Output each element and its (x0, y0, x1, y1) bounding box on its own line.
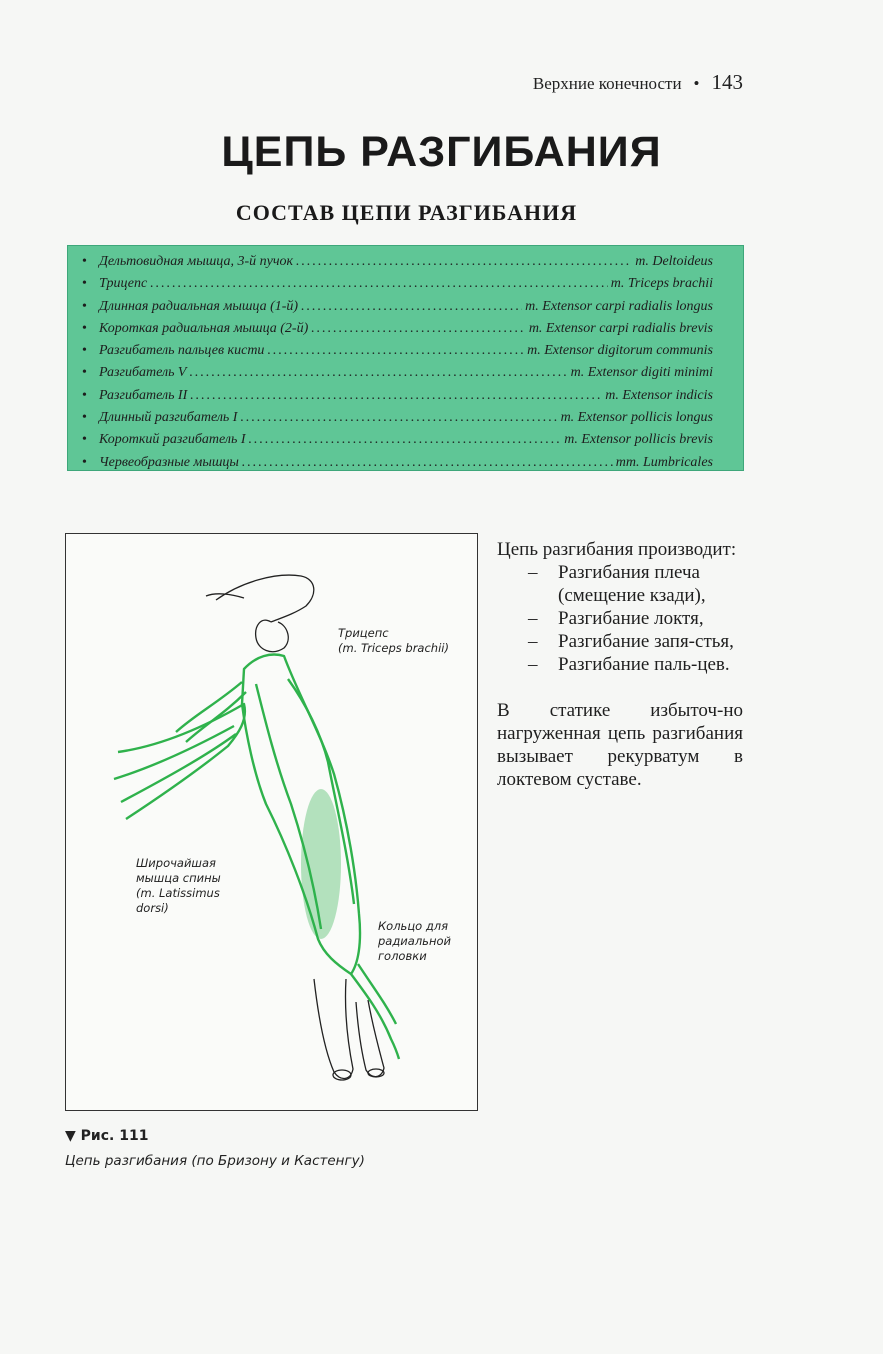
figure-frame (65, 533, 478, 1111)
figure-caption-number (65, 1128, 148, 1144)
muscle-name-latin: m. Extensor pollicis brevis (564, 432, 713, 448)
label-line: Кольцо для (378, 919, 449, 933)
bullet: • (82, 254, 87, 269)
extensor-tendon (351, 964, 399, 1059)
static-paragraph: В статике избыточ-но нагруженная цепь разгибания вызывает рекурватум в локтевом суставе. (497, 700, 743, 790)
dot-leader (249, 429, 562, 451)
muscle-row (82, 407, 713, 429)
label-line: мышца спины (136, 871, 221, 885)
bullet: • (82, 298, 87, 314)
muscle-row (82, 273, 713, 295)
separator-dot: • (693, 74, 700, 93)
bullet: • (82, 410, 87, 426)
dot-leader (150, 273, 608, 295)
label-line: Трицепс (338, 626, 389, 640)
label-line: Широчайшая (136, 856, 216, 870)
muscle-name-ru: Дельтовидная мышца, 3-й пучок (99, 254, 294, 269)
dot-leader (242, 452, 613, 474)
dot-leader (267, 340, 524, 362)
dot-leader (311, 318, 526, 340)
humeral-head-outline (256, 620, 289, 651)
muscle-name-latin: m. Extensor indicis (605, 387, 713, 403)
muscle-row (82, 429, 713, 451)
list-item: – Разгибания плеча (смещение кзади), (525, 561, 743, 607)
muscle-name-latin: m. Extensor digiti minimi (570, 365, 713, 381)
muscle-name-ru: Длинный разгибатель I (99, 410, 238, 426)
scapula-outline (216, 575, 314, 622)
radius-outline (356, 1000, 384, 1077)
bullet: • (82, 365, 87, 381)
label-triceps (338, 626, 449, 656)
muscle-row (82, 452, 713, 474)
muscle-name-ru: Разгибатель пальцев кисти (99, 343, 265, 359)
muscle-name-ru: Разгибатель V (99, 365, 187, 381)
muscle-name-ru: Длинная радиальная мышца (1-й) (99, 298, 299, 314)
figure-caption-text: Цепь разгибания (по Бризону и Кастенгу) (65, 1153, 365, 1169)
muscle-name-latin: m. Deltoideus (635, 254, 713, 269)
label-ring (378, 919, 451, 964)
label-latissimus (136, 856, 221, 916)
list-item: – Разгибание запя-стья, (525, 630, 743, 653)
label-line: радиальной (378, 934, 451, 948)
muscle-name-ru: Трицепс (99, 276, 148, 292)
dot-leader (301, 296, 522, 318)
label-line: (m. Triceps brachii) (338, 641, 449, 655)
caption-number: Рис. 111 (80, 1128, 149, 1144)
dot-leader (296, 251, 632, 273)
bullet: • (82, 276, 87, 292)
muscle-row (82, 296, 713, 318)
muscle-row (82, 362, 713, 384)
acromion-outline (206, 594, 244, 598)
section-subtitle: СОСТАВ ЦЕПИ РАЗГИБАНИЯ (235, 200, 578, 225)
dot-leader (190, 385, 602, 407)
muscle-name-latin: m. Triceps brachii (610, 276, 713, 292)
bullet: • (82, 320, 87, 336)
muscle-name-latin: m. Extensor digitorum communis (527, 343, 713, 359)
caption-triangle-icon: ▼ (65, 1128, 76, 1144)
latissimus-muscle (114, 704, 245, 819)
intro-paragraph: Цепь разгибания производит: (497, 539, 737, 560)
dot-leader (190, 362, 568, 384)
list-item: – Разгибание паль-цев. (525, 653, 743, 676)
arm-muscle-illustration (66, 534, 476, 1109)
list-item: – Разгибание локтя, (525, 607, 743, 630)
muscle-row (82, 318, 713, 340)
muscle-name-ru: Разгибатель II (99, 387, 188, 403)
bullet: • (82, 343, 87, 359)
section-title: Верхние конечности (532, 74, 682, 93)
muscle-name-latin: m. Extensor carpi radialis longus (525, 298, 713, 314)
label-line: dorsi) (136, 901, 169, 915)
bullet: • (82, 387, 87, 403)
muscle-row (82, 340, 713, 362)
label-line: головки (378, 949, 427, 963)
running-head (533, 70, 743, 95)
bullet: • (82, 454, 87, 470)
muscle-name-ru: Короткая радиальная мышца (2-й) (99, 320, 309, 336)
stippled-region (301, 789, 341, 939)
ulna-outline (314, 979, 353, 1078)
muscle-row (82, 251, 713, 273)
muscle-row (82, 385, 713, 407)
dot-leader (240, 407, 557, 429)
page-title: ЦЕПЬ РАЗГИБАНИЯ (221, 128, 662, 176)
page-number: 143 (711, 70, 743, 94)
muscle-name-ru: Червеобразные мышцы (99, 454, 239, 470)
bullet: • (82, 432, 87, 448)
muscle-name-latin: m. Extensor carpi radialis brevis (528, 320, 713, 336)
effects-list (497, 561, 743, 676)
label-line: (m. Latissimus (136, 886, 220, 900)
muscle-name-latin: m. Extensor pollicis longus (560, 410, 713, 426)
muscle-list-box (67, 245, 744, 471)
body-text (497, 538, 743, 791)
muscle-name-ru: Короткий разгибатель I (99, 432, 246, 448)
muscle-name-latin: mm. Lumbricales (615, 454, 713, 470)
